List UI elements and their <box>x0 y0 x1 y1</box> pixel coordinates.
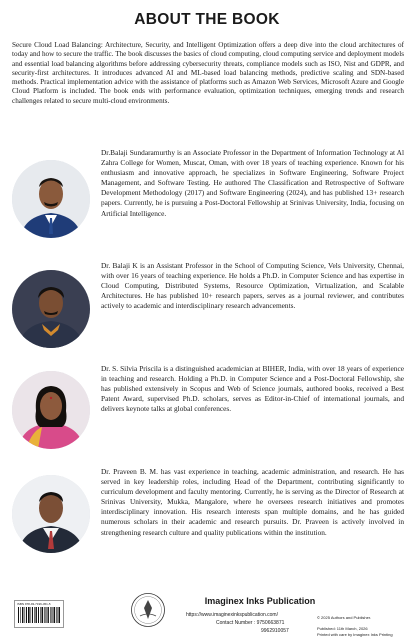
copyright-note: © 2025 Authors and Publisher. <box>317 615 372 620</box>
author-entry <box>12 148 404 236</box>
isbn-barcode <box>14 600 64 628</box>
author-bio: Dr. Balaji K is an Assistant Professor in the School of Computing Science, Vels University, Chennai, with over 16 years of teaching experience. He holds a Ph.D. in Computer Science and has expertise in Cloud Computing, Distributed Systems, Resource Optimization, Virtualization, and Scalable Architectures. He has published 10+ research papers, serves as a journal reviewer, and contributes actively to academic and interdisciplinary research advancements. <box>101 261 404 311</box>
book-description: Secure Cloud Load Balancing: Architecture, Security, and Intelligent Optimization offers a deep dive into the cloud architectures of today and how to secure the traffic. The book discusses the basics of cloud computing, cloud computing service and deployment models and essential load balancing algorithms before addressing cybersecurity threats, compliance models such as ISO, Nist and GDPR, and security-first architectures. It introduces advanced AI and ML-based load balancing methods, predictive scaling and SDN-based methods. Practical implementation advice with the assistance of platforms such as Amazon Web Services, Microsoft Azure and Google Cloud Platform is included. The book ends with performance evaluation, optimization techniques, emerging trends and research challenges related to secure multi-cloud environments. <box>12 41 404 105</box>
author-photo <box>12 475 90 553</box>
printer-note: Printed with care by Imaginex Inks Printing <box>317 632 393 637</box>
author-bio: Dr. Praveen B. M. has vast experience in teaching, academic administration, and research. He has served in key leadership roles, including Head of the Department, contributing significantly to curriculum development and faculty mentoring. Currently, he is serving as the Director of Research at Srinivas University, Mukka, Mangalore, where he oversees research initiatives and promotes interdisciplinary innovation. His research interests span multiple domains, and he has guided numerous scholars in their academic and research pursuits. Dr. Praveen is actively involved in strengthening research culture and quality publications within the institution. <box>101 467 404 537</box>
author-entry <box>12 261 404 349</box>
publisher-logo <box>130 592 166 628</box>
publisher-footer <box>0 590 414 640</box>
publisher-website[interactable]: https://www.imaginexinkspublication.com/ <box>186 612 278 618</box>
published-date: Published: 11th March, 2026 <box>317 626 368 631</box>
author-bio: Dr.Balaji Sundaramurthy is an Associate Professor in the Department of Information Technology at Al Zahra College for Women, Muscat, Oman, with over 18 years of teaching experience. Known for his enthusiasm and innovative approach, he specializes in Software Engineering, Software Project Management, and Software Testing. He authored The Classification and Retrospective of Software Development Methodology (2017) and Software Engineering (2024), and has published 13+ research papers. Currently, he is pursuing a Post-Doctoral Fellowship at Srinivas University, India, focusing on Artificial Intelligence. <box>101 148 404 218</box>
page-title: ABOUT THE BOOK <box>134 11 280 28</box>
isbn-number: ISBN 978-93-7196-451-5 <box>17 602 51 606</box>
author-photo <box>12 270 90 348</box>
author-entry <box>12 364 404 452</box>
contact-number-secondary: 9962910057 <box>261 628 289 634</box>
author-bio: Dr. S. Silvia Priscila is a distinguished academician at BIHER, India, with over 18 years of experience in teaching and research. Holding a Ph.D. in Computer Science and a Post-Doctoral Fellowship, she has published extensively in Scopus and Web of Science journals, authored books, received a Best Patent Award, supervised Ph.D. scholars, serves as Editor-in-Chief of international journals, and delivers keynote talks at global conferences. <box>101 364 404 414</box>
author-photo <box>12 371 90 449</box>
author-entry <box>12 467 404 555</box>
author-photo <box>12 160 90 238</box>
contact-number: Contact Number : 9750663871 <box>216 620 285 626</box>
publisher-name: Imaginex Inks Publication <box>204 596 316 606</box>
